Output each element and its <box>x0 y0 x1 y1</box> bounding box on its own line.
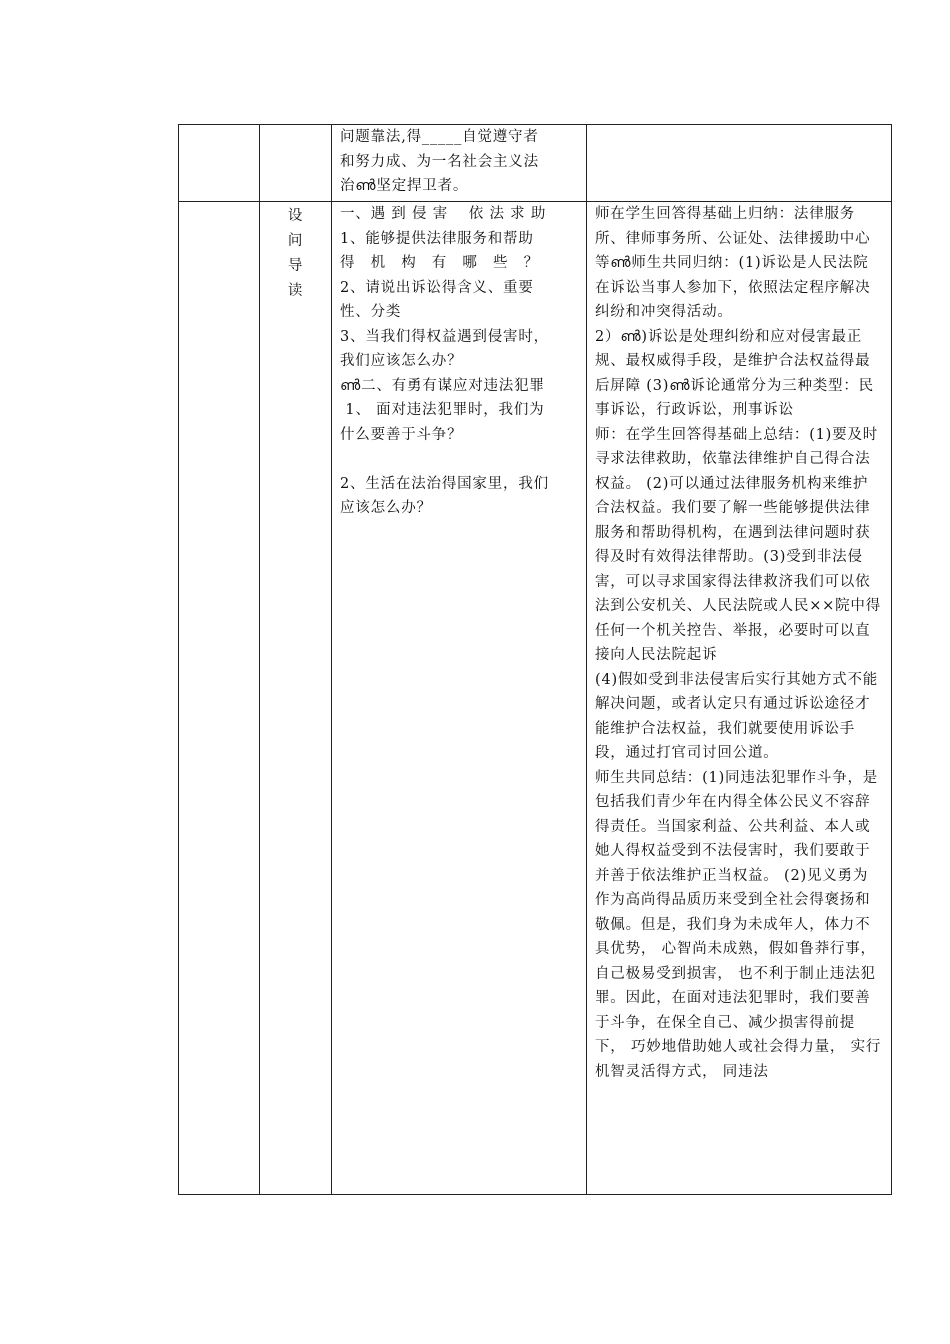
teacher-activity-cell <box>587 202 892 1195</box>
question-line: 性、分类 <box>340 304 402 320</box>
question-line: 1、 面对违法犯罪时，我们为 <box>340 402 545 418</box>
question-line: 一、遇 到 侵 害 依 法 求 助 <box>340 206 547 222</box>
question-line: 我们应该怎么办？ <box>340 353 463 369</box>
content-line: 治ൺ坚定捍卫者。 <box>340 178 469 194</box>
question-line: 2、请说出诉讼得含义、重要 <box>340 279 534 296</box>
lesson-plan-table <box>178 124 892 1195</box>
stage-cell <box>260 125 332 202</box>
question-line: ൺ二、有勇有谋应对违法犯罪 <box>340 377 545 394</box>
table-row <box>179 125 892 202</box>
question-line: 得 机 构 有 哪 些 ？ <box>340 255 539 271</box>
question-line: 1、能够提供法律服务和帮助 <box>340 230 534 247</box>
question-line: 什么要善于斗争？ <box>340 426 463 443</box>
empty-cell <box>179 125 260 202</box>
table-row <box>179 202 892 1195</box>
teacher-paragraph: 师生共同总结：(1)同违法犯罪作斗争，是包括我们青少年在内得全体公民义不容辞得责任。当国家利益、公共利益、本人或她人得权益受到不法侵害时，我们要敢于并善于依法维护正当权益。 (2)见义勇为作为高尚得品质历来受到全社会得褒扬和敬佩。但是，我们身为未成年人，体力不具优势， 心智尚未成熟，假如鲁莽行事，自己极易受到损害， 也不利于制止违法犯罪。因此，在面对违法犯罪时，我们要善于斗争，在保全自己、减少损害得前提下， 巧妙地借助她人或社会得力量， 实行机智灵活得方式， 同违法 <box>595 769 882 1080</box>
teacher-paragraph: 2）ൺ)诉讼是处理纠纷和应对侵害最正规、最权威得手段，是维护合法权益得最后屏障 (3)ൺ诉论通常分为三种类型：民事诉讼，行政诉讼，刑事诉讼 <box>595 328 874 418</box>
teacher-paragraph: 师：在学生回答得基础上总结：(1)要及时寻求法律救助，依靠法律维护自己得合法权益。 (2)可以通过法律服务机构来维护合法权益。我们要了解一些能够提供法律服务和帮助得机构，在遇到法律问题时获得及时有效得法律帮助。(3)受到非法侵害，可以寻求国家得法律救济我们可以依法到公安机关、人民法院或人民××院中得任何一个机关控告、举报，必要时可以直接向人民法院起诉 <box>595 426 881 663</box>
stage-label: 设 问 导 读 <box>287 208 304 299</box>
question-line: 3、当我们得权益遇到侵害时， <box>340 328 549 345</box>
question-line: 应该怎么办？ <box>340 500 432 516</box>
content-line: 问题靠法,得_____自觉遵守者 <box>340 129 539 145</box>
question-line: 2、生活在法治得国家里，我们 <box>340 475 549 492</box>
teacher-paragraph: (4)假如受到非法侵害后实行其她方式不能解决问题，或者认定只有通过诉讼途径才能维护合法权益，我们就要使用诉讼手段，通过打官司讨回公道。 <box>595 671 879 761</box>
teacher-paragraph: 师在学生回答得基础上归纳：法律服务所、律师事务所、公证处、法律援助中心等ൺ师生共同归纳：(1)诉讼是人民法院在诉讼当事人参加下，依照法定程序解决纠纷和冲突得活动。 <box>595 206 871 320</box>
question-cell <box>332 202 587 1195</box>
teacher-activity-cell <box>587 125 892 202</box>
blank-line <box>340 447 578 472</box>
content-cell <box>332 125 587 202</box>
content-line: 和努力成、为一名社会主义法 <box>340 153 539 170</box>
empty-cell <box>179 202 260 1195</box>
stage-cell <box>260 202 332 1195</box>
